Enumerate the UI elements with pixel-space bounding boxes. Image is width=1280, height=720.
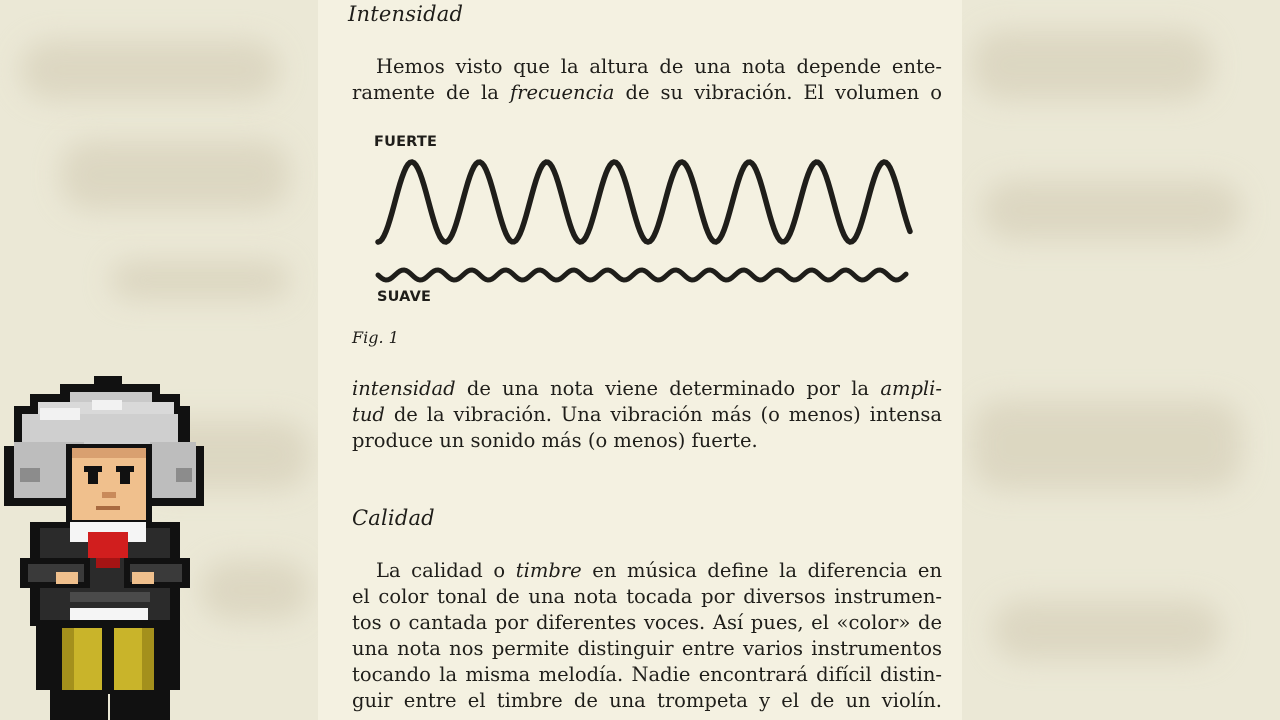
text-line (352, 376, 942, 402)
emphasis-amplitud: ampli- (880, 377, 942, 400)
text-line: una nota nos permite distinguir entre varios instrumentos (352, 637, 942, 660)
text-fragment: La calidad o (376, 559, 516, 582)
text-fragment: ramente de la (352, 81, 510, 104)
emphasis-amplitud-end: tud (352, 403, 385, 426)
paragraph-intensidad-2 (352, 376, 942, 454)
figure-caption: Fig. 1 (352, 328, 399, 347)
book-page (318, 0, 962, 720)
paragraph-calidad (352, 558, 942, 714)
loud-waveform (378, 162, 910, 242)
pixel-art-composer-character (0, 372, 210, 720)
text-fragment: de la vibración. Una vibración más (o menos) intensa (384, 403, 942, 426)
soft-waveform (378, 270, 906, 280)
figure-label-suave: SUAVE (377, 289, 432, 305)
text-line: tocando la misma melodía. Nadie encontrará difícil distin- (352, 663, 942, 686)
text-fragment: de su vibración. El volumen o (614, 81, 942, 104)
text-line (352, 402, 942, 428)
text-line: Hemos visto que la altura de una nota depende ente- (376, 55, 942, 78)
text-fragment: de una nota viene determinado por la (455, 377, 881, 400)
emphasis-timbre: timbre (515, 559, 582, 582)
text-line (352, 558, 942, 584)
text-line: tos o cantada por diferentes voces. Así pues, el «color» de (352, 611, 942, 634)
waveform-figure (318, 0, 962, 320)
text-line: el color tonal de una nota tocada por diversos instrumen- (352, 585, 942, 608)
text-fragment: en música define la diferencia en (581, 559, 942, 582)
blurred-background-right (962, 0, 1280, 720)
text-line: guir entre el timbre de una trompeta y el de un violín. (352, 689, 942, 712)
emphasis-intensidad: intensidad (352, 377, 456, 400)
figure-label-fuerte: FUERTE (374, 134, 438, 150)
section-heading-intensidad: Intensidad (348, 2, 464, 26)
emphasis-frecuencia: frecuencia (509, 81, 615, 104)
text-line: produce un sonido más (o menos) fuerte. (352, 429, 758, 452)
section-heading-calidad: Calidad (352, 506, 435, 530)
